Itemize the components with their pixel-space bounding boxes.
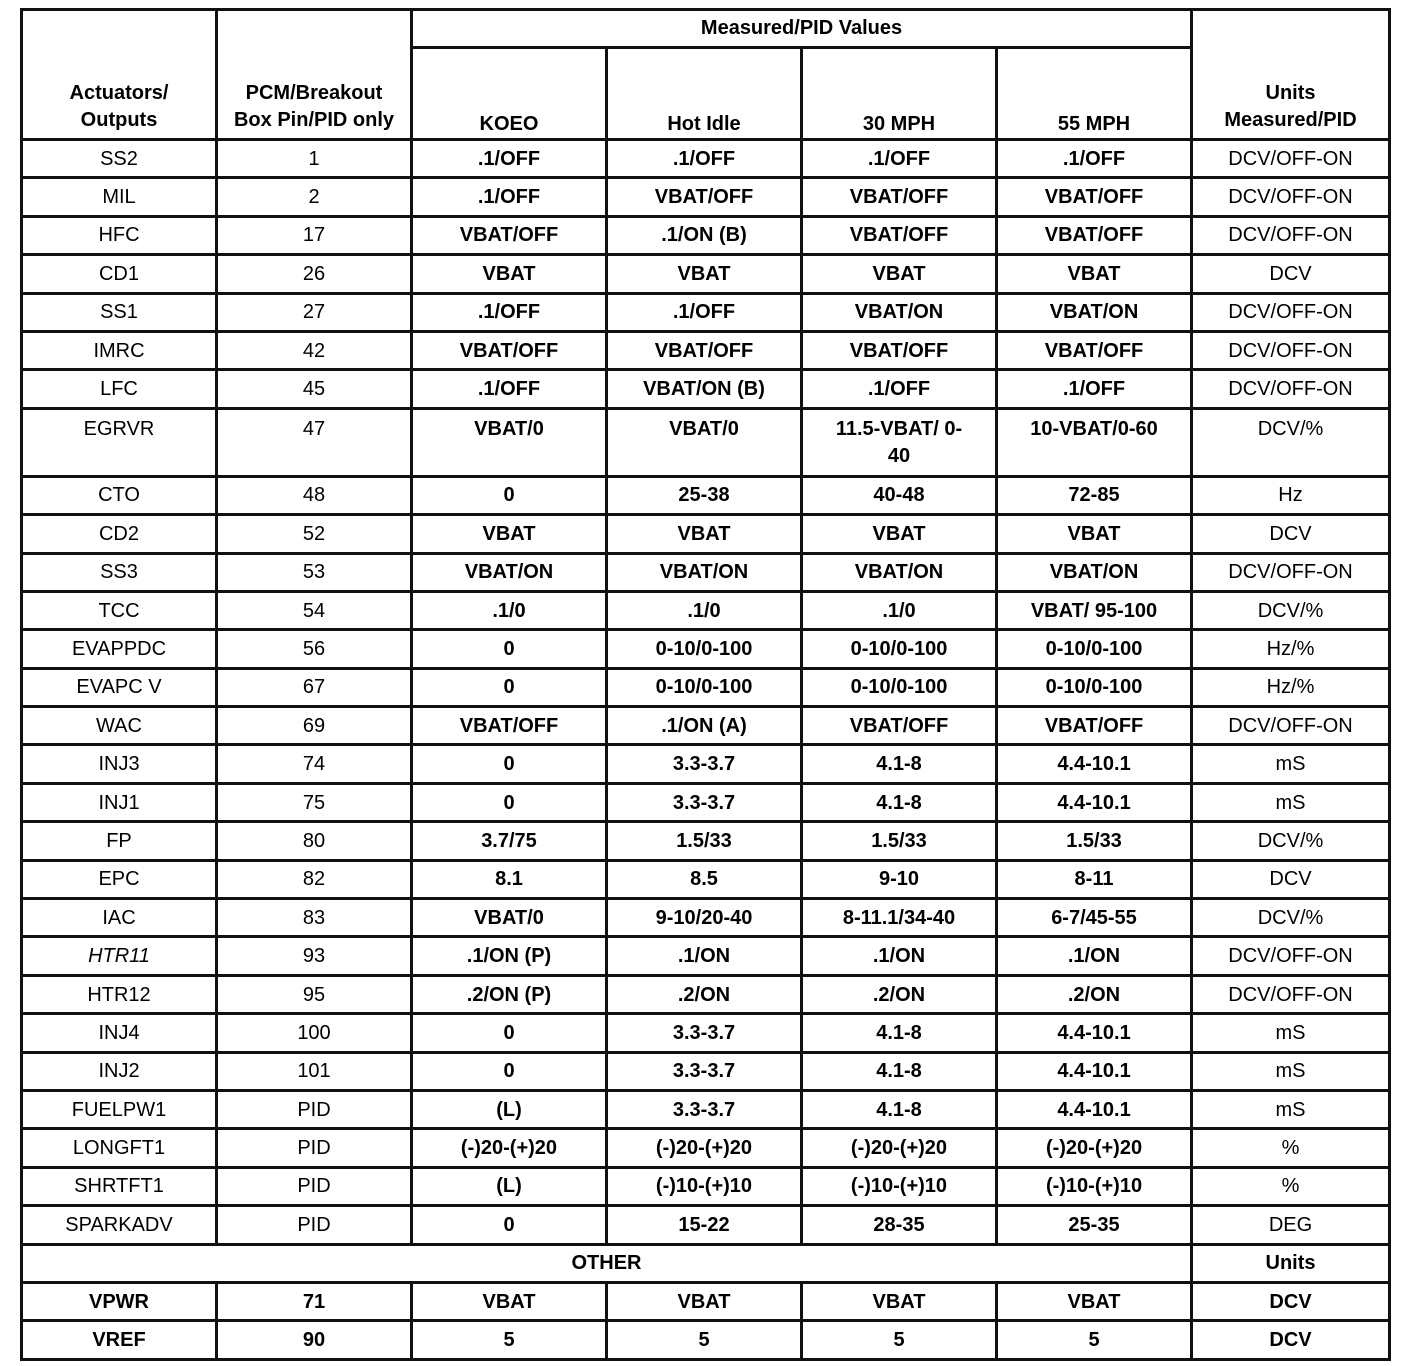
actuator-name: FUELPW1 bbox=[22, 1090, 217, 1128]
mph30-cell: VBAT/OFF bbox=[802, 331, 997, 369]
table-row bbox=[22, 1052, 1390, 1090]
koeo-cell: .1/ON (P) bbox=[412, 937, 607, 975]
header-koeo: KOEO bbox=[412, 48, 607, 140]
actuator-name: CD1 bbox=[22, 255, 217, 293]
pin-cell: 83 bbox=[217, 899, 412, 937]
pin-cell: 52 bbox=[217, 515, 412, 553]
table-row bbox=[22, 293, 1390, 331]
mph30-cell: VBAT bbox=[802, 1282, 997, 1320]
hot-idle-cell: VBAT bbox=[607, 255, 802, 293]
actuator-name: EVAPPDC bbox=[22, 630, 217, 668]
table-row bbox=[22, 822, 1390, 860]
mph30-cell: .1/OFF bbox=[802, 370, 997, 408]
mph55-cell: 72-85 bbox=[997, 476, 1192, 514]
actuator-name: INJ2 bbox=[22, 1052, 217, 1090]
mph55-cell: VBAT/OFF bbox=[997, 331, 1192, 369]
hot-idle-cell: 8.5 bbox=[607, 860, 802, 898]
mph30-cell: 4.1-8 bbox=[802, 745, 997, 783]
pin-cell: 2 bbox=[217, 178, 412, 216]
mph30-cell: VBAT bbox=[802, 515, 997, 553]
units-cell: DCV/OFF-ON bbox=[1192, 975, 1390, 1013]
koeo-cell: VBAT bbox=[412, 1282, 607, 1320]
koeo-cell: 0 bbox=[412, 630, 607, 668]
actuator-name: SPARKADV bbox=[22, 1206, 217, 1244]
pin-cell: 17 bbox=[217, 216, 412, 254]
mph30-cell: 8-11.1/34-40 bbox=[802, 899, 997, 937]
actuator-name: IMRC bbox=[22, 331, 217, 369]
mph55-cell: 5 bbox=[997, 1321, 1192, 1359]
units-cell: DCV bbox=[1192, 1282, 1390, 1320]
koeo-cell: .2/ON (P) bbox=[412, 975, 607, 1013]
mph55-cell: (-)20-(+)20 bbox=[997, 1129, 1192, 1167]
pin-cell: 1 bbox=[217, 140, 412, 178]
koeo-cell: 0 bbox=[412, 668, 607, 706]
mph55-cell: 4.4-10.1 bbox=[997, 1014, 1192, 1052]
table-row bbox=[22, 937, 1390, 975]
actuator-name: INJ1 bbox=[22, 783, 217, 821]
koeo-cell: 0 bbox=[412, 745, 607, 783]
koeo-cell: 0 bbox=[412, 1206, 607, 1244]
pin-cell: 95 bbox=[217, 975, 412, 1013]
table-row bbox=[22, 255, 1390, 293]
table-row bbox=[22, 707, 1390, 745]
table-row bbox=[22, 860, 1390, 898]
actuator-name: HTR11 bbox=[22, 937, 217, 975]
koeo-cell: VBAT/OFF bbox=[412, 331, 607, 369]
actuator-name: LFC bbox=[22, 370, 217, 408]
units-cell: DCV/OFF-ON bbox=[1192, 178, 1390, 216]
mph30-cell: VBAT/OFF bbox=[802, 178, 997, 216]
hot-idle-cell: 3.3-3.7 bbox=[607, 745, 802, 783]
mph55-cell: VBAT/OFF bbox=[997, 216, 1192, 254]
pin-cell: PID bbox=[217, 1090, 412, 1128]
units-cell: DCV/OFF-ON bbox=[1192, 937, 1390, 975]
pin-cell: 53 bbox=[217, 553, 412, 591]
actuator-name: CD2 bbox=[22, 515, 217, 553]
mph55-cell: (-)10-(+)10 bbox=[997, 1167, 1192, 1205]
mph55-cell: 4.4-10.1 bbox=[997, 783, 1192, 821]
units-cell: DCV bbox=[1192, 255, 1390, 293]
pin-cell: 101 bbox=[217, 1052, 412, 1090]
table-row bbox=[22, 1090, 1390, 1128]
table-row bbox=[22, 476, 1390, 514]
other-section-header bbox=[22, 1244, 1390, 1282]
table-row bbox=[22, 668, 1390, 706]
mph30-cell: 4.1-8 bbox=[802, 1014, 997, 1052]
mph55-cell: 4.4-10.1 bbox=[997, 1052, 1192, 1090]
other-title: OTHER bbox=[22, 1244, 1192, 1282]
units-cell: DCV/% bbox=[1192, 408, 1390, 476]
koeo-cell: 0 bbox=[412, 1052, 607, 1090]
koeo-cell: VBAT/OFF bbox=[412, 707, 607, 745]
table-row bbox=[22, 1014, 1390, 1052]
units-cell: Hz bbox=[1192, 476, 1390, 514]
header-30mph: 30 MPH bbox=[802, 48, 997, 140]
other-name: VREF bbox=[22, 1321, 217, 1359]
pin-cell: 74 bbox=[217, 745, 412, 783]
koeo-cell: VBAT/ON bbox=[412, 553, 607, 591]
actuator-name: INJ3 bbox=[22, 745, 217, 783]
koeo-cell: VBAT/OFF bbox=[412, 216, 607, 254]
koeo-cell: .1/OFF bbox=[412, 293, 607, 331]
table-row bbox=[22, 975, 1390, 1013]
koeo-cell: 3.7/75 bbox=[412, 822, 607, 860]
hot-idle-cell: .1/0 bbox=[607, 591, 802, 629]
units-cell: mS bbox=[1192, 1014, 1390, 1052]
units-cell: DCV/OFF-ON bbox=[1192, 293, 1390, 331]
table-row bbox=[22, 1206, 1390, 1244]
mph30-cell: 40-48 bbox=[802, 476, 997, 514]
koeo-cell: VBAT/0 bbox=[412, 408, 607, 476]
mph30-cell: .2/ON bbox=[802, 975, 997, 1013]
hot-idle-cell: 3.3-3.7 bbox=[607, 1090, 802, 1128]
pin-cell: PID bbox=[217, 1206, 412, 1244]
table-row bbox=[22, 591, 1390, 629]
mph55-cell: 25-35 bbox=[997, 1206, 1192, 1244]
table-row bbox=[22, 553, 1390, 591]
koeo-cell: .1/OFF bbox=[412, 370, 607, 408]
hot-idle-cell: VBAT/OFF bbox=[607, 178, 802, 216]
hot-idle-cell: 5 bbox=[607, 1321, 802, 1359]
hot-idle-cell: VBAT/ON bbox=[607, 553, 802, 591]
header-55mph: 55 MPH bbox=[997, 48, 1192, 140]
koeo-cell: (L) bbox=[412, 1090, 607, 1128]
units-cell: mS bbox=[1192, 783, 1390, 821]
units-cell: Hz/% bbox=[1192, 630, 1390, 668]
table-row bbox=[22, 745, 1390, 783]
hot-idle-cell: .2/ON bbox=[607, 975, 802, 1013]
table-row bbox=[22, 783, 1390, 821]
mph55-cell: VBAT/ 95-100 bbox=[997, 591, 1192, 629]
actuator-name: TCC bbox=[22, 591, 217, 629]
table-row bbox=[22, 1129, 1390, 1167]
table-row bbox=[22, 370, 1390, 408]
mph30-cell: VBAT/ON bbox=[802, 553, 997, 591]
koeo-cell: .1/OFF bbox=[412, 140, 607, 178]
mph55-cell: VBAT bbox=[997, 255, 1192, 293]
hot-idle-cell: 0-10/0-100 bbox=[607, 630, 802, 668]
units-cell: DCV/OFF-ON bbox=[1192, 140, 1390, 178]
units-cell: DCV/OFF-ON bbox=[1192, 216, 1390, 254]
hot-idle-cell: .1/ON bbox=[607, 937, 802, 975]
pin-cell: 47 bbox=[217, 408, 412, 476]
hot-idle-cell: 3.3-3.7 bbox=[607, 1052, 802, 1090]
koeo-cell: 8.1 bbox=[412, 860, 607, 898]
actuator-name: IAC bbox=[22, 899, 217, 937]
hot-idle-cell: .1/ON (A) bbox=[607, 707, 802, 745]
koeo-cell: .1/0 bbox=[412, 591, 607, 629]
koeo-cell: (L) bbox=[412, 1167, 607, 1205]
pin-cell: 48 bbox=[217, 476, 412, 514]
hot-idle-cell: VBAT bbox=[607, 515, 802, 553]
units-cell: DCV/OFF-ON bbox=[1192, 370, 1390, 408]
koeo-cell: VBAT bbox=[412, 515, 607, 553]
actuator-name: EPC bbox=[22, 860, 217, 898]
hot-idle-cell: .1/OFF bbox=[607, 140, 802, 178]
hot-idle-cell: (-)20-(+)20 bbox=[607, 1129, 802, 1167]
units-cell: % bbox=[1192, 1167, 1390, 1205]
actuator-name: LONGFT1 bbox=[22, 1129, 217, 1167]
mph55-cell: 10-VBAT/0-60 bbox=[997, 408, 1192, 476]
units-cell: DCV/% bbox=[1192, 591, 1390, 629]
pin-cell: 54 bbox=[217, 591, 412, 629]
hot-idle-cell: 15-22 bbox=[607, 1206, 802, 1244]
units-cell: DCV/% bbox=[1192, 899, 1390, 937]
units-cell: DCV/OFF-ON bbox=[1192, 331, 1390, 369]
header-hot-idle: Hot Idle bbox=[607, 48, 802, 140]
mph55-cell: 6-7/45-55 bbox=[997, 899, 1192, 937]
mph55-cell: VBAT/ON bbox=[997, 293, 1192, 331]
pin-cell: 56 bbox=[217, 630, 412, 668]
mph55-cell: 0-10/0-100 bbox=[997, 668, 1192, 706]
mph30-cell: .1/OFF bbox=[802, 140, 997, 178]
hot-idle-cell: 25-38 bbox=[607, 476, 802, 514]
mph30-cell: 0-10/0-100 bbox=[802, 630, 997, 668]
mph55-cell: .1/ON bbox=[997, 937, 1192, 975]
mph55-cell: 8-11 bbox=[997, 860, 1192, 898]
other-name: VPWR bbox=[22, 1282, 217, 1320]
actuator-name: SS2 bbox=[22, 140, 217, 178]
mph30-cell: 11.5-VBAT/ 0-40 bbox=[802, 408, 997, 476]
mph30-cell: .1/ON bbox=[802, 937, 997, 975]
actuator-name: INJ4 bbox=[22, 1014, 217, 1052]
actuator-name: SS1 bbox=[22, 293, 217, 331]
units-cell: DCV/OFF-ON bbox=[1192, 553, 1390, 591]
units-cell: DCV/% bbox=[1192, 822, 1390, 860]
koeo-cell: 0 bbox=[412, 1014, 607, 1052]
pin-cell: 71 bbox=[217, 1282, 412, 1320]
header-measured: Measured/PID Values bbox=[412, 10, 1192, 48]
table-row bbox=[22, 216, 1390, 254]
koeo-cell: 5 bbox=[412, 1321, 607, 1359]
pid-values-table bbox=[20, 8, 1391, 1361]
pin-cell: 45 bbox=[217, 370, 412, 408]
actuator-name: CTO bbox=[22, 476, 217, 514]
units-cell: mS bbox=[1192, 745, 1390, 783]
table-row bbox=[22, 1167, 1390, 1205]
pin-cell: 80 bbox=[217, 822, 412, 860]
hot-idle-cell: VBAT/OFF bbox=[607, 331, 802, 369]
actuator-name: HFC bbox=[22, 216, 217, 254]
koeo-cell: (-)20-(+)20 bbox=[412, 1129, 607, 1167]
hot-idle-cell: (-)10-(+)10 bbox=[607, 1167, 802, 1205]
mph30-cell: (-)10-(+)10 bbox=[802, 1167, 997, 1205]
header-pin: PCM/Breakout Box Pin/PID only bbox=[217, 10, 412, 140]
pin-cell: 100 bbox=[217, 1014, 412, 1052]
hot-idle-cell: 0-10/0-100 bbox=[607, 668, 802, 706]
pin-cell: 27 bbox=[217, 293, 412, 331]
other-units-label: Units bbox=[1192, 1244, 1390, 1282]
mph30-cell: VBAT/OFF bbox=[802, 216, 997, 254]
actuator-name: FP bbox=[22, 822, 217, 860]
koeo-cell: VBAT bbox=[412, 255, 607, 293]
hot-idle-cell: VBAT/0 bbox=[607, 408, 802, 476]
mph30-cell: 28-35 bbox=[802, 1206, 997, 1244]
units-cell: mS bbox=[1192, 1090, 1390, 1128]
mph55-cell: 1.5/33 bbox=[997, 822, 1192, 860]
mph30-cell: 4.1-8 bbox=[802, 1090, 997, 1128]
actuator-name: HTR12 bbox=[22, 975, 217, 1013]
mph30-cell: 4.1-8 bbox=[802, 783, 997, 821]
units-cell: % bbox=[1192, 1129, 1390, 1167]
hot-idle-cell: 3.3-3.7 bbox=[607, 1014, 802, 1052]
table-row bbox=[22, 408, 1390, 476]
mph30-cell: 4.1-8 bbox=[802, 1052, 997, 1090]
mph30-cell: (-)20-(+)20 bbox=[802, 1129, 997, 1167]
mph30-cell: VBAT/OFF bbox=[802, 707, 997, 745]
mph55-cell: .2/ON bbox=[997, 975, 1192, 1013]
hot-idle-cell: VBAT/ON (B) bbox=[607, 370, 802, 408]
units-cell: mS bbox=[1192, 1052, 1390, 1090]
pin-cell: PID bbox=[217, 1167, 412, 1205]
koeo-cell: 0 bbox=[412, 783, 607, 821]
pin-cell: 75 bbox=[217, 783, 412, 821]
table-row bbox=[22, 178, 1390, 216]
pin-cell: 42 bbox=[217, 331, 412, 369]
table-row bbox=[22, 1321, 1390, 1359]
mph55-cell: VBAT bbox=[997, 515, 1192, 553]
actuator-name: MIL bbox=[22, 178, 217, 216]
mph55-cell: .1/OFF bbox=[997, 370, 1192, 408]
actuator-name: EGRVR bbox=[22, 408, 217, 476]
table-row bbox=[22, 515, 1390, 553]
header-actuators: Actuators/ Outputs bbox=[22, 10, 217, 140]
pin-cell: PID bbox=[217, 1129, 412, 1167]
koeo-cell: 0 bbox=[412, 476, 607, 514]
mph30-cell: 1.5/33 bbox=[802, 822, 997, 860]
mph30-cell: VBAT bbox=[802, 255, 997, 293]
hot-idle-cell: .1/ON (B) bbox=[607, 216, 802, 254]
units-cell: DCV bbox=[1192, 515, 1390, 553]
pin-cell: 69 bbox=[217, 707, 412, 745]
mph55-cell: 4.4-10.1 bbox=[997, 745, 1192, 783]
header-units: Units Measured/PID bbox=[1192, 10, 1390, 140]
koeo-cell: VBAT/0 bbox=[412, 899, 607, 937]
units-cell: DCV bbox=[1192, 1321, 1390, 1359]
pin-cell: 82 bbox=[217, 860, 412, 898]
mph55-cell: 0-10/0-100 bbox=[997, 630, 1192, 668]
mph55-cell: .1/OFF bbox=[997, 140, 1192, 178]
units-cell: Hz/% bbox=[1192, 668, 1390, 706]
pin-cell: 67 bbox=[217, 668, 412, 706]
hot-idle-cell: 3.3-3.7 bbox=[607, 783, 802, 821]
units-cell: DCV/OFF-ON bbox=[1192, 707, 1390, 745]
mph30-cell: 9-10 bbox=[802, 860, 997, 898]
actuator-name: WAC bbox=[22, 707, 217, 745]
table-row bbox=[22, 1282, 1390, 1320]
mph55-cell: 4.4-10.1 bbox=[997, 1090, 1192, 1128]
pin-cell: 90 bbox=[217, 1321, 412, 1359]
hot-idle-cell: 1.5/33 bbox=[607, 822, 802, 860]
mph55-cell: VBAT/ON bbox=[997, 553, 1192, 591]
units-cell: DCV bbox=[1192, 860, 1390, 898]
koeo-cell: .1/OFF bbox=[412, 178, 607, 216]
actuator-name: EVAPC V bbox=[22, 668, 217, 706]
mph30-cell: .1/0 bbox=[802, 591, 997, 629]
hot-idle-cell: .1/OFF bbox=[607, 293, 802, 331]
table-row bbox=[22, 630, 1390, 668]
actuator-name: SHRTFT1 bbox=[22, 1167, 217, 1205]
pin-cell: 26 bbox=[217, 255, 412, 293]
mph55-cell: VBAT bbox=[997, 1282, 1192, 1320]
mph30-cell: VBAT/ON bbox=[802, 293, 997, 331]
actuator-name: SS3 bbox=[22, 553, 217, 591]
hot-idle-cell: VBAT bbox=[607, 1282, 802, 1320]
table-row bbox=[22, 140, 1390, 178]
pin-cell: 93 bbox=[217, 937, 412, 975]
table-row bbox=[22, 331, 1390, 369]
table-row bbox=[22, 899, 1390, 937]
mph55-cell: VBAT/OFF bbox=[997, 178, 1192, 216]
units-cell: DEG bbox=[1192, 1206, 1390, 1244]
mph55-cell: VBAT/OFF bbox=[997, 707, 1192, 745]
mph30-cell: 5 bbox=[802, 1321, 997, 1359]
mph30-cell: 0-10/0-100 bbox=[802, 668, 997, 706]
hot-idle-cell: 9-10/20-40 bbox=[607, 899, 802, 937]
